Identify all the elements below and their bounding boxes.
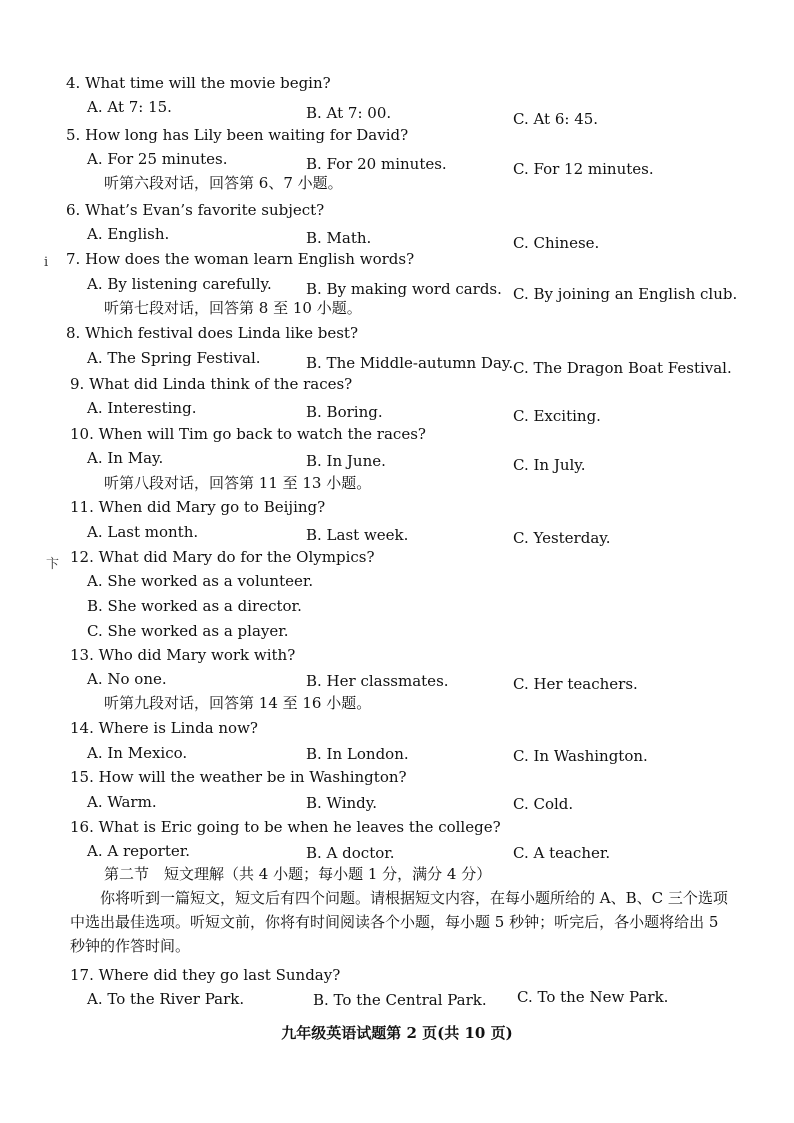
question-11: 11. When did Mary go to Beijing? [70, 498, 326, 516]
q9-option-c: C. Exciting. [513, 407, 601, 425]
section-note-6: 听第六段对话，回答第 6、7 小题。 [104, 174, 343, 192]
section-2-instructions [70, 886, 734, 958]
q8-option-c: C. The Dragon Boat Festival. [513, 359, 732, 377]
q9-option-b: B. Boring. [306, 403, 383, 421]
question-13: 13. Who did Mary work with? [70, 646, 296, 664]
q10-option-a: A. In May. [87, 449, 164, 467]
margin-mark: 卞 [46, 557, 60, 572]
q5-option-b: B. For 20 minutes. [306, 155, 447, 173]
section-note-8: 听第八段对话，回答第 11 至 13 小题。 [104, 474, 372, 492]
q11-option-a: A. Last month. [87, 523, 199, 541]
q17-option-a: A. To the River Park. [87, 990, 245, 1008]
q5-option-c: C. For 12 minutes. [513, 160, 654, 178]
question-17: 17. Where did they go last Sunday? [70, 966, 341, 984]
question-14: 14. Where is Linda now? [70, 719, 258, 737]
q14-option-a: A. In Mexico. [87, 744, 188, 762]
question-4: 4. What time will the movie begin? [66, 74, 331, 92]
q7-option-a: A. By listening carefully. [87, 275, 272, 293]
q17-option-c: C. To the New Park. [517, 988, 669, 1006]
q7-option-b: B. By making word cards. [306, 280, 502, 298]
instructions-text: 你将听到一篇短文，短文后有四个问题。请根据短文内容，在每小题所给的 A、B、C 三个选项中选出最佳选项。听短文前，你将有时间阅读各个小题，每小题 5 秒钟；听完后，各小题将给出 5 秒钟的作答时间。 [70, 889, 728, 955]
q16-option-c: C. A teacher. [513, 844, 611, 862]
q4-option-c: C. At 6: 45. [513, 110, 599, 128]
q10-option-c: C. In July. [513, 456, 586, 474]
q4-option-a: A. At 7: 15. [87, 98, 172, 116]
q6-option-b: B. Math. [306, 229, 372, 247]
q5-option-a: A. For 25 minutes. [87, 150, 228, 168]
q11-option-c: C. Yesterday. [513, 529, 611, 547]
margin-mark: i [44, 255, 49, 270]
q15-option-b: B. Windy. [306, 794, 378, 812]
question-6: 6. What’s Evan’s favorite subject? [66, 201, 325, 219]
q10-option-b: B. In June. [306, 452, 386, 470]
q8-option-a: A. The Spring Festival. [87, 349, 261, 367]
q4-option-b: B. At 7: 00. [306, 104, 392, 122]
q6-option-c: C. Chinese. [513, 234, 600, 252]
question-15: 15. How will the weather be in Washington? [70, 768, 407, 786]
q12-option-a: A. She worked as a volunteer. [87, 572, 314, 590]
section-note-7: 听第七段对话，回答第 8 至 10 小题。 [104, 299, 362, 317]
q9-option-a: A. Interesting. [87, 399, 197, 417]
section-note-9: 听第九段对话，回答第 14 至 16 小题。 [104, 694, 372, 712]
q15-option-a: A. Warm. [87, 793, 157, 811]
question-16: 16. What is Eric going to be when he leaves the college? [70, 818, 501, 836]
q6-option-a: A. English. [87, 225, 170, 243]
q15-option-c: C. Cold. [513, 795, 574, 813]
question-12: 12. What did Mary do for the Olympics? [70, 548, 375, 566]
q14-option-b: B. In London. [306, 745, 409, 763]
q12-option-c: C. She worked as a player. [87, 622, 289, 640]
q8-option-b: B. The Middle-autumn Day. [306, 354, 514, 372]
question-10: 10. When will Tim go back to watch the races? [70, 425, 426, 443]
q16-option-b: B. A doctor. [306, 844, 395, 862]
q17-option-b: B. To the Central Park. [313, 991, 487, 1009]
q11-option-b: B. Last week. [306, 526, 409, 544]
q13-option-a: A. No one. [87, 670, 167, 688]
question-9: 9. What did Linda think of the races? [70, 375, 353, 393]
q16-option-a: A. A reporter. [87, 842, 191, 860]
q12-option-b: B. She worked as a director. [87, 597, 302, 615]
question-5: 5. How long has Lily been waiting for David? [66, 126, 409, 144]
question-7: 7. How does the woman learn English words? [66, 250, 415, 268]
question-8: 8. Which festival does Linda like best? [66, 324, 359, 342]
section-2-heading: 第二节 短文理解（共 4 小题；每小题 1 分，满分 4 分） [104, 865, 492, 883]
q14-option-c: C. In Washington. [513, 747, 648, 765]
q13-option-b: B. Her classmates. [306, 672, 449, 690]
q13-option-c: C. Her teachers. [513, 675, 638, 693]
q7-option-c: C. By joining an English club. [513, 285, 738, 303]
page-footer: 九年级英语试题第 2 页(共 10 页) [281, 1024, 513, 1042]
